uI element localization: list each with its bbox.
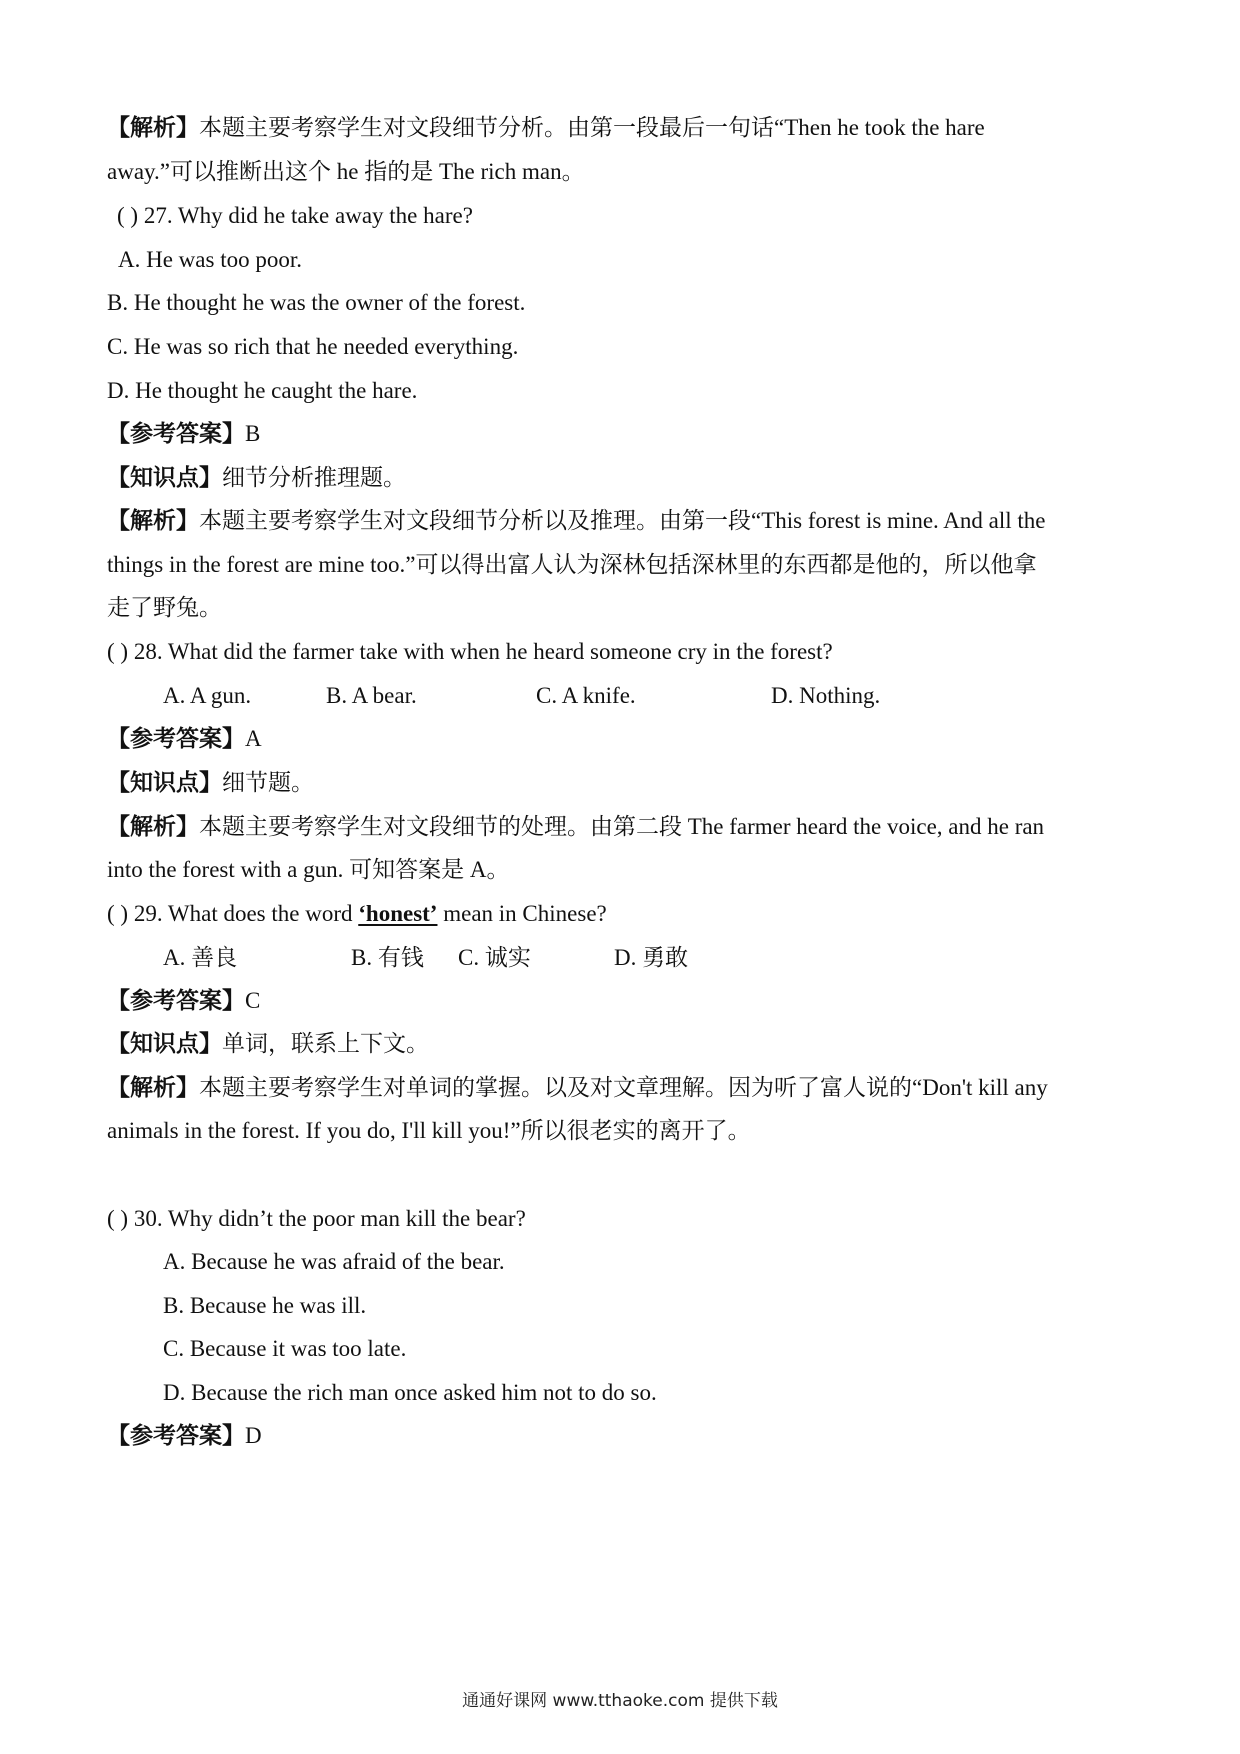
q27-analysis-line2: things in the forest are mine too.”可以得出富人认为深林包括深林里的东西都是他的，所以他拿 bbox=[107, 552, 1037, 577]
knowledge-label: 【知识点】 bbox=[107, 1031, 222, 1056]
q29-answer bbox=[107, 985, 260, 1017]
q30-option-a: A. Because he was afraid of the bear. bbox=[163, 1249, 505, 1274]
analysis-label: 【解析】 bbox=[107, 508, 199, 533]
q28-answer bbox=[107, 723, 262, 755]
q29-option-d: D. 勇敢 bbox=[614, 945, 689, 970]
q27-option-d: D. He thought he caught the hare. bbox=[107, 378, 418, 403]
answer-label: 【参考答案】 bbox=[107, 1423, 245, 1448]
q30-option-b: B. Because he was ill. bbox=[163, 1293, 367, 1318]
q27-option-a: A. He was too poor. bbox=[118, 247, 302, 272]
q29-keyword: ‘honest’ bbox=[358, 901, 438, 926]
q28-analysis-line1 bbox=[107, 811, 1044, 843]
q30-answer bbox=[107, 1420, 262, 1452]
answer-label: 【参考答案】 bbox=[107, 726, 245, 751]
page-footer: 通通好课网 www.tthaoke.com 提供下载 bbox=[462, 1691, 778, 1711]
q27-analysis-line1 bbox=[107, 505, 1045, 537]
q28-option-a: A. A gun. bbox=[163, 683, 252, 708]
q29-option-a: A. 善良 bbox=[163, 945, 238, 970]
q29-option-c: C. 诚实 bbox=[458, 945, 531, 970]
q28-stem: ( ) 28. What did the farmer take with when he heard someone cry in the forest? bbox=[107, 639, 833, 664]
analysis-text: 本题主要考察学生对单词的掌握。以及对文章理解。因为听了富人说的“Don't kill any bbox=[199, 1075, 1048, 1100]
q29-stem bbox=[107, 898, 607, 930]
knowledge-text: 单词，联系上下文。 bbox=[222, 1031, 429, 1056]
q27-option-b: B. He thought he was the owner of the forest. bbox=[107, 290, 526, 315]
analysis-label: 【解析】 bbox=[107, 1075, 199, 1100]
q29-analysis-line1 bbox=[107, 1072, 1048, 1104]
answer-label: 【参考答案】 bbox=[107, 421, 245, 446]
knowledge-text: 细节分析推理题。 bbox=[222, 465, 406, 490]
answer-value: A bbox=[245, 726, 262, 751]
q29-knowledge bbox=[107, 1028, 429, 1060]
q30-option-d: D. Because the rich man once asked him not to do so. bbox=[163, 1380, 657, 1405]
q30-stem: ( ) 30. Why didn’t the poor man kill the bear? bbox=[107, 1206, 526, 1231]
answer-value: C bbox=[245, 988, 261, 1013]
analysis-text: 本题主要考察学生对文段细节的处理。由第二段 The farmer heard the voice, and he ran bbox=[199, 814, 1045, 839]
q28-analysis-line2: into the forest with a gun. 可知答案是 A。 bbox=[107, 857, 510, 882]
answer-label: 【参考答案】 bbox=[107, 988, 245, 1013]
q27-analysis-line3: 走了野兔。 bbox=[107, 595, 222, 620]
q29-analysis-line2: animals in the forest. If you do, I'll kill you!”所以很老实的离开了。 bbox=[107, 1118, 751, 1143]
q30-option-c: C. Because it was too late. bbox=[163, 1336, 407, 1361]
q27-option-c: C. He was so rich that he needed everything. bbox=[107, 334, 519, 359]
q29-option-b: B. 有钱 bbox=[351, 945, 424, 970]
q28-option-d: D. Nothing. bbox=[771, 683, 881, 708]
analysis-text: 本题主要考察学生对文段细节分析。由第一段最后一句话“Then he took the hare bbox=[199, 115, 985, 140]
analysis-text: 本题主要考察学生对文段细节分析以及推理。由第一段“This forest is mine. And all the bbox=[199, 508, 1046, 533]
knowledge-label: 【知识点】 bbox=[107, 770, 222, 795]
q27-stem: ( ) 27. Why did he take away the hare? bbox=[117, 203, 473, 228]
q28-option-c: C. A knife. bbox=[536, 683, 636, 708]
analysis-label: 【解析】 bbox=[107, 814, 199, 839]
q27-answer bbox=[107, 418, 260, 450]
q27-knowledge bbox=[107, 462, 406, 494]
knowledge-label: 【知识点】 bbox=[107, 465, 222, 490]
q29-stem-prefix: ( ) 29. What does the word bbox=[107, 901, 359, 926]
intro-analysis-line1 bbox=[107, 112, 985, 144]
intro-analysis-line2: away.”可以推断出这个 he 指的是 The rich man。 bbox=[107, 159, 585, 184]
q28-option-b: B. A bear. bbox=[326, 683, 417, 708]
analysis-label: 【解析】 bbox=[107, 115, 199, 140]
knowledge-text: 细节题。 bbox=[222, 770, 314, 795]
answer-value: D bbox=[245, 1423, 262, 1448]
q29-stem-suffix: mean in Chinese? bbox=[437, 901, 607, 926]
q28-knowledge bbox=[107, 767, 314, 799]
answer-value: B bbox=[245, 421, 261, 446]
